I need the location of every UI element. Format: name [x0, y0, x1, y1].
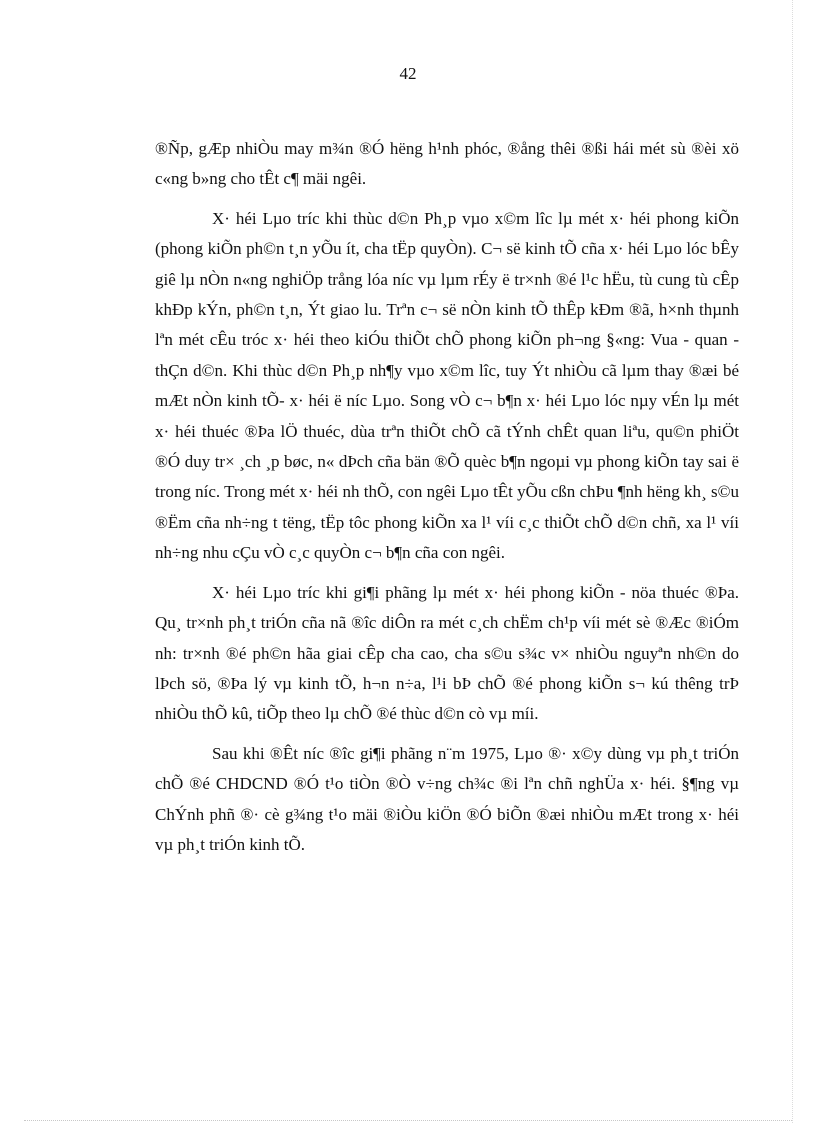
- document-body: [155, 134, 739, 869]
- paragraph-semi-colonial-society: X· héi Lµo tríc khi gi¶i phãng lµ mét x· héi phong kiÕn - nöa thuéc ®Þa. Qu¸ tr×nh ph¸t triÓn cña nã ®îc diÔn ra mét c¸ch chËm ch¹p víi mét sè ®Æc ®iÓm nh: tr×nh ®é ph©n hãa giai cÊp cha cao, cha s©u s¾c v× nhiÒu nguyªn nh©n do lÞch sö, ®Þa lý vµ kinh tÕ, h¬n n÷a, l¹i bÞ chÕ ®é phong kiÕn s¬ kú thêng trÞ nhiÒu thÕ kû, tiÕp theo lµ chÕ ®é thùc d©n cò vµ míi.: [155, 582, 739, 724]
- paragraph-pre-colonial-society: X· héi Lµo tríc khi thùc d©n Ph¸p vµo x©m lîc lµ mét x· héi phong kiÕn (phong kiÕn ph©n t¸n yÕu ít, cha tËp quyÒn). C¬ së kinh tÕ cña x· héi Lµo lóc bÊy giê lµ nÒn n«ng nghiÖp trång lóa níc vµ lµm rÉy ë tr×nh ®é l¹c hËu, tù cung tù cÊp khÐp kÝn, ph©n t¸n, Ýt giao lu. Trªn c¬ së nÒn kinh tÕ thÊp kÐm ®ã, h×nh thµnh lªn mét cÊu tróc x· héi theo kiÓu thiÕt chÕ phong kiÕn ph¬ng §«ng: Vua - quan - thÇn d©n. Khi thùc d©n Ph¸p nh¶y vµo x©m lîc, tuy Ýt nhiÒu cã lµm thay ®æi bé mÆt nÒn kinh tÕ- x· héi ë níc Lµo. Song vÒ c¬ b¶n x· héi Lµo lóc nµy vÉn lµ mét x· héi thuéc ®Þa lÖ thuéc, dùa trªn thiÕt chÕ cã tÝnh chÊt quan liªu, qu©n phiÖt ®Ó duy tr× ¸ch ¸p bøc, n« dÞch cña bän ®Õ quèc b¶n ngoµi vµ phong kiÕn tay sai ë trong níc. Trong mét x· héi nh thÕ, con ngêi Lµo tÊt yÕu cßn chÞu ¶nh hëng kh¸ s©u ®Ëm cña nh÷ng t tëng, tËp tôc phong kiÕn xa l¹ víi c¸c thiÕt chÕ d©n chñ, xa l¹ víi nh÷ng nhu cÇu vÒ c¸c quyÒn c¬ b¶n cña con ngêi.: [155, 208, 739, 563]
- paragraph-continuation: ®Ñp, gÆp nhiÒu may m¾n ®Ó hëng h¹nh phóc, ®ång thêi ®ßi hái mét sù ®èi xö c«ng b»ng cho tÊt c¶ mäi ngêi.: [155, 139, 739, 189]
- page-bottom-edge: [24, 1120, 792, 1121]
- page-number: 42: [399, 64, 417, 83]
- paragraph-after-liberation: Sau khi ®Êt níc ®îc gi¶i phãng n¨m 1975, Lµo ®· x©y dùng vµ ph¸t triÓn chÕ ®é CHDCND ®Ó t¹o tiÒn ®Ò v÷ng ch¾c ®i lªn chñ nghÜa x· héi. §¶ng vµ ChÝnh phñ ®· cè g¾ng t¹o mäi ®iÒu kiÖn ®Ó biÕn ®æi nhiÒu mÆt trong x· héi vµ ph¸t triÓn kinh tÕ.: [155, 743, 739, 854]
- page-right-edge: [792, 0, 793, 1123]
